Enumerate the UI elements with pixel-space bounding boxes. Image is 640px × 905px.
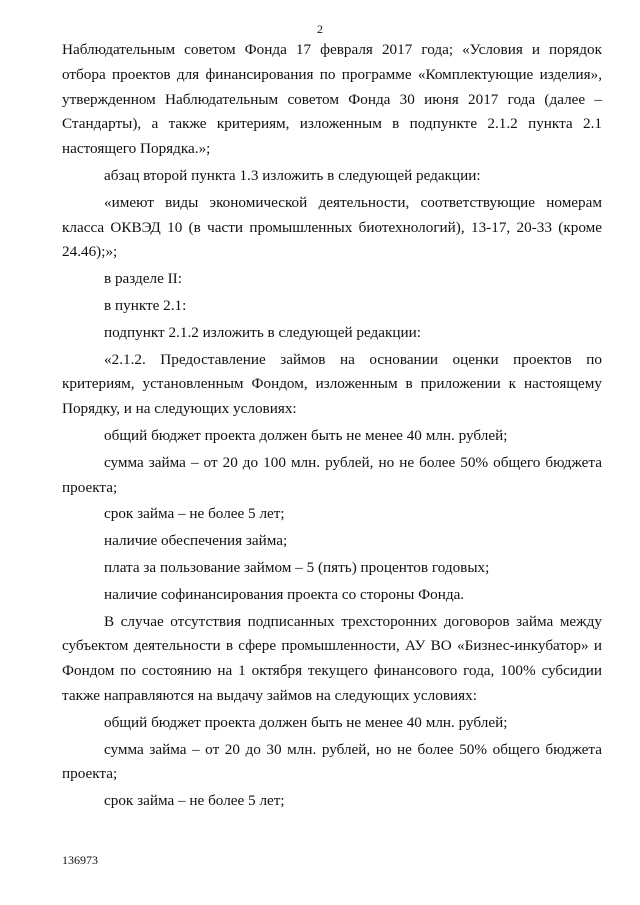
paragraph: общий бюджет проекта должен быть не менее 40 млн. рублей; [104, 426, 508, 444]
paragraph: В случае отсутствия подписанных трехсторонних договоров займа между субъектом деятельности в сфере промышленности, АУ ВО «Бизнес-инкубатор» и Фондом по состоянию на 1 октября текущего финансового года, 100% субсидии также направляются на выдачу займов на следующих условиях: [62, 612, 602, 704]
paragraph: наличие софинансирования проекта со стороны Фонда. [104, 585, 465, 603]
paragraph: плата за пользование займом – 5 (пять) процентов годовых; [104, 558, 490, 576]
paragraph: срок займа – не более 5 лет; [104, 792, 285, 810]
document-code: 136973 [62, 853, 98, 867]
paragraph: подпункт 2.1.2 изложить в следующей редакции: [104, 323, 421, 341]
paragraph: в пункте 2.1: [104, 296, 187, 314]
paragraph: «2.1.2. Предоставление займов на основании оценки проектов по критериям, установленным Фондом, изложенным в приложении к настоящему Порядку, и на следующих условиях: [62, 350, 602, 418]
paragraph: наличие обеспечения займа; [104, 532, 288, 550]
paragraph: Наблюдательным советом Фонда 17 февраля 2017 года; «Условия и порядок отбора проектов для финансирования по программе «Комплектующие изделия», утвержденном Наблюдательным советом Фонда 30 июня 2017 года (далее – Стандарты), а также критериям, изложенным в подпункте 2.1.2 пункта 2.1 настоящего Порядка.»; [62, 41, 602, 158]
paragraph: в разделе II: [104, 270, 182, 288]
paragraph: общий бюджет проекта должен быть не менее 40 млн. рублей; [104, 713, 508, 731]
page-number: 2 [317, 22, 323, 36]
paragraph: сумма займа – от 20 до 100 млн. рублей, но не более 50% общего бюджета проекта; [62, 453, 602, 496]
paragraph: сумма займа – от 20 до 30 млн. рублей, но не более 50% общего бюджета проекта; [62, 740, 602, 783]
paragraph: абзац второй пункта 1.3 изложить в следующей редакции: [104, 166, 481, 184]
paragraph: «имеют виды экономической деятельности, соответствующие номерам класса ОКВЭД 10 (в части промышленных биотехнологий), 13-17, 20-33 (кроме 24.46);»; [62, 193, 602, 261]
document-body [62, 38, 602, 814]
paragraph: срок займа – не более 5 лет; [104, 505, 285, 523]
